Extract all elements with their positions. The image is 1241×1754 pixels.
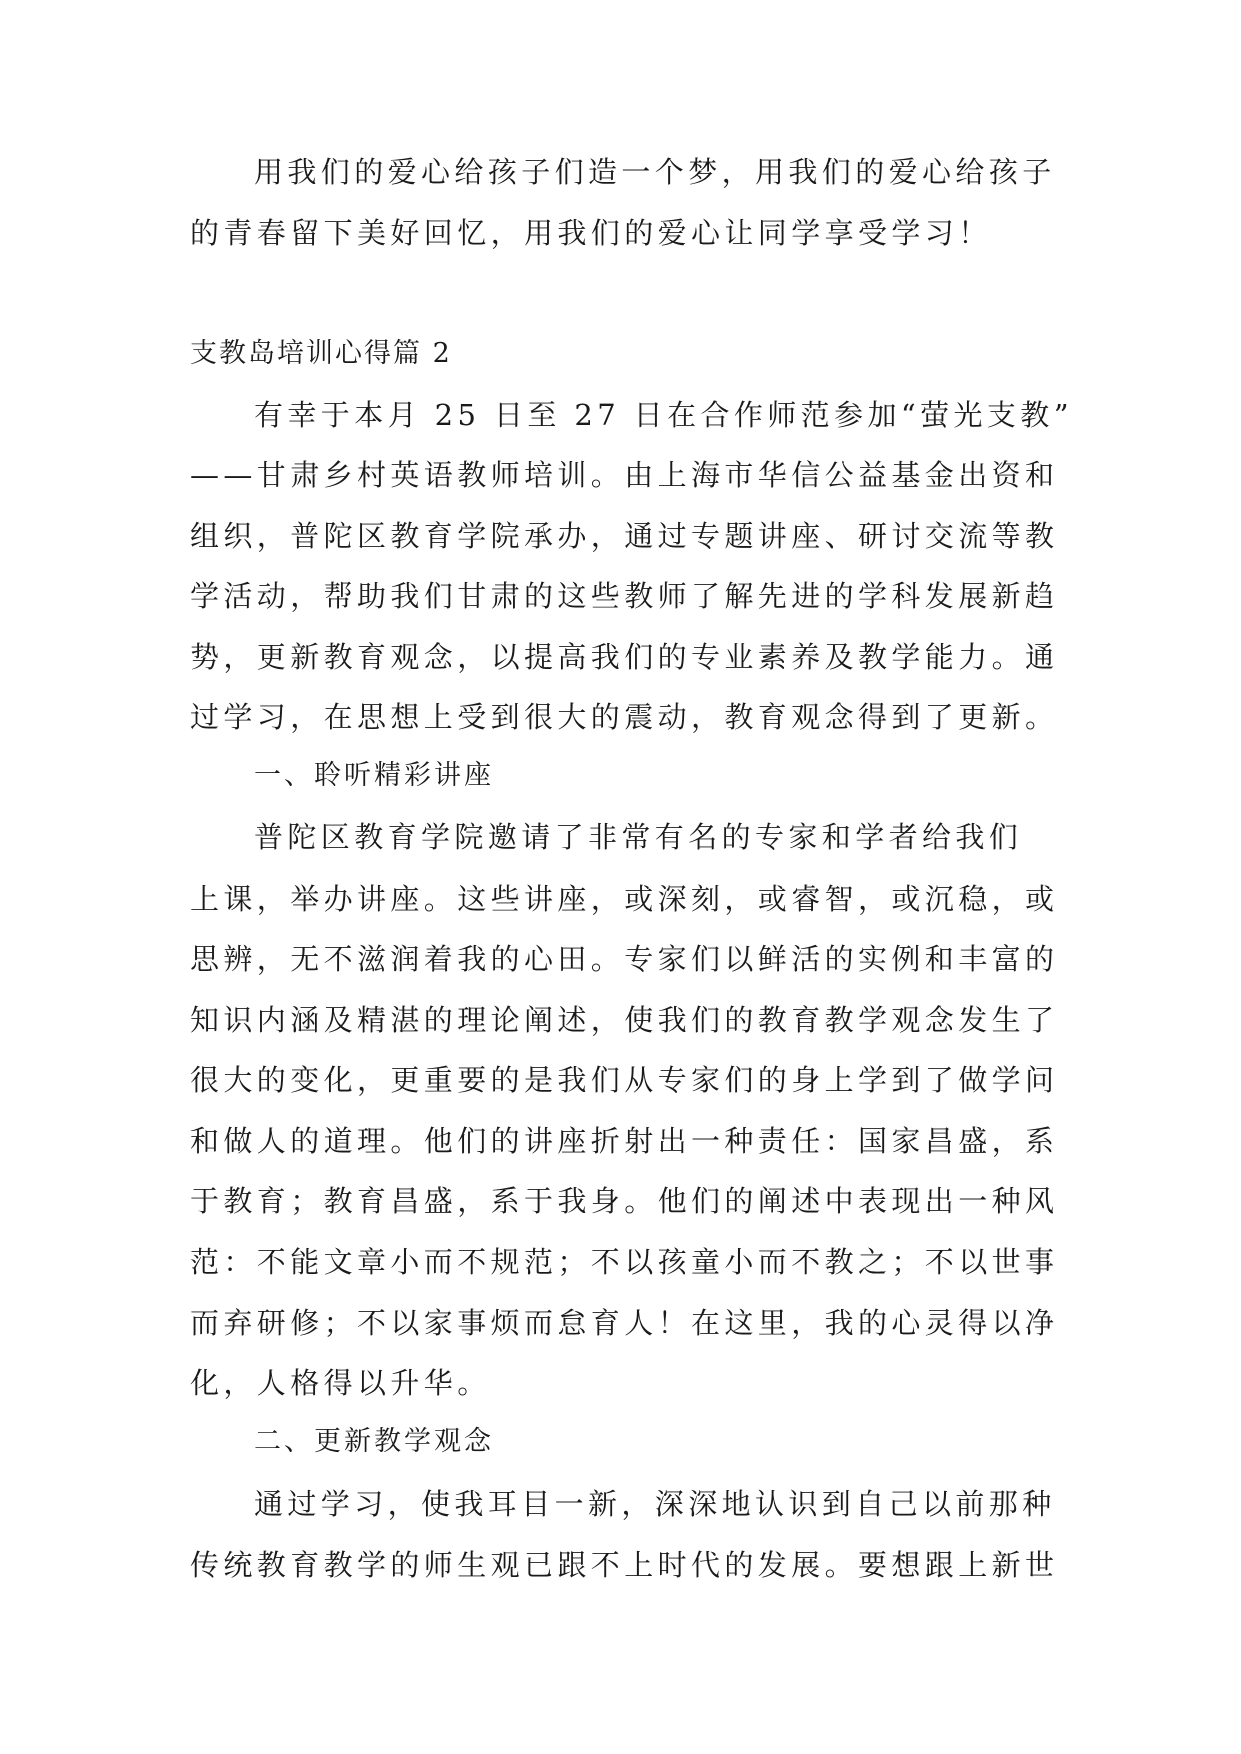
- paragraph-line: 学活动，帮助我们甘肃的这些教师了解先进的学科发展新趋: [190, 579, 1059, 613]
- paragraph-line: 势，更新教育观念，以提高我们的专业素养及教学能力。通: [190, 640, 1059, 674]
- subheading: 一、聆听精彩讲座: [254, 760, 494, 791]
- paragraph-line: 过学习，在思想上受到很大的震动，教育观念得到了更新。: [190, 700, 1059, 734]
- paragraph-line: 上课，举办讲座。这些讲座，或深刻，或睿智，或沉稳，或: [190, 882, 1059, 916]
- paragraph-line: 范：不能文章小而不规范；不以孩童小而不教之；不以世事: [190, 1245, 1059, 1279]
- paragraph-line: 和做人的道理。他们的讲座折射出一种责任：国家昌盛，系: [190, 1124, 1059, 1158]
- paragraph-line: 通过学习，使我耳目一新，深深地认识到自己以前那种: [254, 1487, 1056, 1521]
- paragraph-line: 传统教育教学的师生观已跟不上时代的发展。要想跟上新世: [190, 1548, 1059, 1582]
- paragraph-line: 有幸于本月 25 日至 27 日在合作师范参加“萤光支教”: [254, 398, 1073, 432]
- paragraph-line: 普陀区教育学院邀请了非常有名的专家和学者给我们: [254, 820, 1023, 854]
- paragraph-line: 的青春留下美好回忆，用我们的爱心让同学享受学习！: [190, 216, 992, 250]
- paragraph-line: 组织，普陀区教育学院承办，通过专题讲座、研讨交流等教: [190, 519, 1059, 553]
- paragraph-line: 化，人格得以升华。: [190, 1366, 491, 1400]
- section-title: 支教岛培训心得篇 2: [190, 338, 452, 369]
- paragraph-line: ——甘肃乡村英语教师培训。由上海市华信公益基金出资和: [190, 458, 1059, 492]
- paragraph-line: 思辨，无不滋润着我的心田。专家们以鲜活的实例和丰富的: [190, 942, 1059, 976]
- paragraph-line: 于教育；教育昌盛，系于我身。他们的阐述中表现出一种风: [190, 1184, 1059, 1218]
- paragraph-line: 很大的变化，更重要的是我们从专家们的身上学到了做学问: [190, 1063, 1059, 1097]
- paragraph-line: 知识内涵及精湛的理论阐述，使我们的教育教学观念发生了: [190, 1003, 1059, 1037]
- paragraph-line: 而弃研修；不以家事烦而怠育人！在这里，我的心灵得以净: [190, 1306, 1059, 1340]
- subheading: 二、更新教学观念: [254, 1426, 494, 1457]
- paragraph-line: 用我们的爱心给孩子们造一个梦，用我们的爱心给孩子: [254, 155, 1056, 189]
